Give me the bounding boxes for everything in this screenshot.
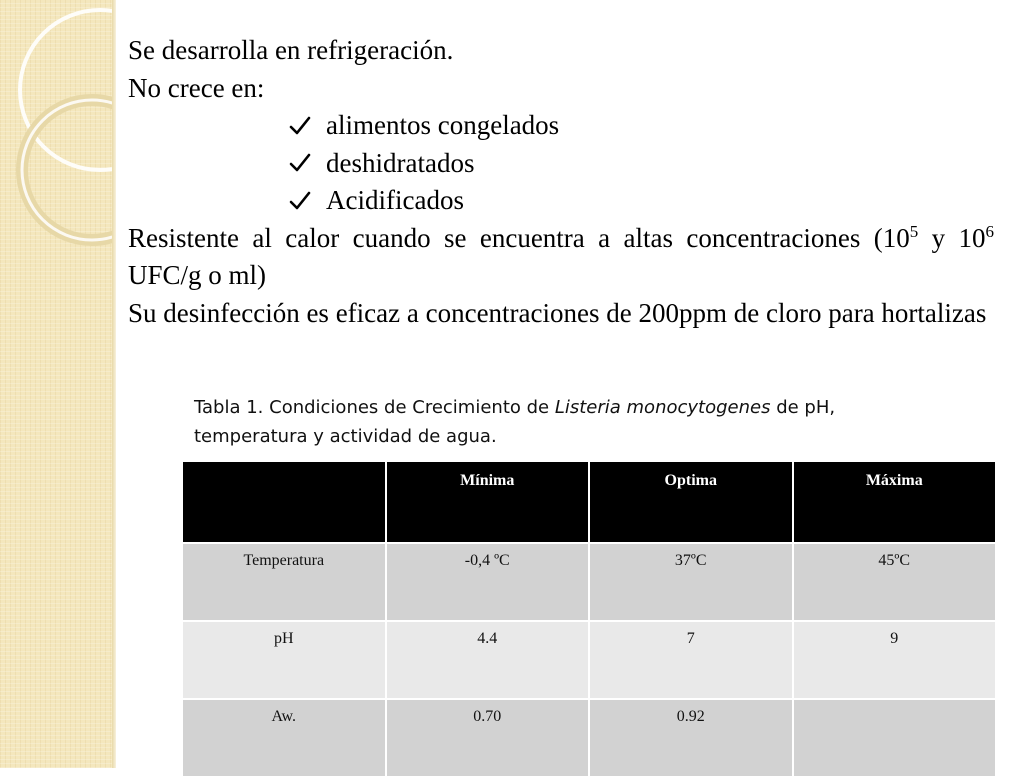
table-cell [793,699,997,777]
table-cell: 45ºC [793,543,997,621]
header-cell-blank [182,461,386,543]
resistance-text-mid: y 10 [918,222,986,253]
refrigeration-line: Se desarrolla en refrigeración. [128,35,454,65]
checklist-item-label: Acidificados [326,185,464,215]
header-cell-optimum: Optima [589,461,793,543]
checklist-item [128,145,994,183]
checklist-item-label: alimentos congelados [326,110,560,140]
caption-text-post: de pH, temperatura y actividad de agua. [194,397,836,447]
table-cell: 4.4 [386,621,590,699]
table-row [182,699,996,777]
resistance-exponent-2: 6 [985,221,995,241]
row-label-cell: pH [182,621,386,699]
resistance-text-pre: Resistente al calor cuando se encuentra a altas concentraciones (10 [128,222,910,253]
table-cell: 37ºC [589,543,793,621]
check-icon [288,151,312,175]
resistance-exponent-1: 5 [909,221,919,241]
checklist-item-label: deshidratados [326,147,475,178]
decorative-rings [0,0,112,768]
checklist-item [128,182,994,220]
table-caption [194,393,954,451]
decorative-side-band [0,0,112,768]
header-cell-maximum: Máxima [793,461,997,543]
table-row [182,621,996,699]
side-band-edge [112,0,116,768]
row-label-cell: Aw. [182,699,386,777]
checklist-item [128,107,994,145]
slide-body [128,32,994,332]
growth-conditions-table [181,460,997,778]
check-icon [288,114,312,138]
caption-text-pre: Tabla 1. Condiciones de Crecimiento de [194,397,555,418]
caption-species: Listeria monocytogenes [554,397,771,418]
table-cell: 0.70 [386,699,590,777]
row-label-cell: Temperatura [182,543,386,621]
heat-resistance-paragraph [128,220,994,295]
resistance-text-post: UFC/g o ml) [128,260,267,290]
disinfection-paragraph: Su desinfección es eficaz a concentraciones de 200ppm de cloro para hortalizas [128,297,987,328]
table-row [182,543,996,621]
table-header-row [182,461,996,543]
no-growth-heading: No crece en: [128,72,265,103]
table-cell: -0,4 ºC [386,543,590,621]
table-cell: 7 [589,621,793,699]
table-cell: 9 [793,621,997,699]
table-cell: 0.92 [589,699,793,777]
header-cell-minimum: Mínima [386,461,590,543]
check-icon [288,189,312,213]
